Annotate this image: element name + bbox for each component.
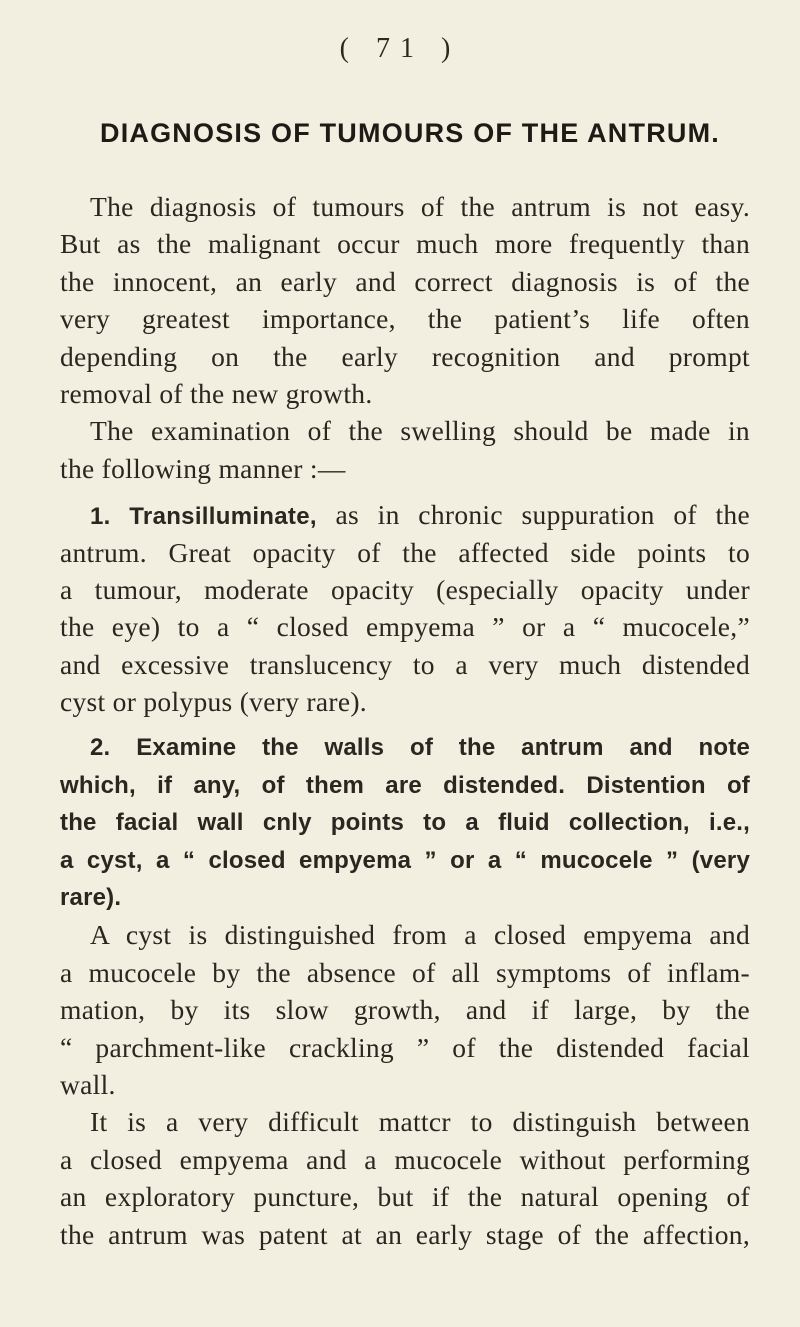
step-2-line: 2. Examine the walls of the antrum and note [90,734,750,762]
page-title: DIAGNOSIS OF TUMOURS OF THE ANTRUM. [100,118,720,148]
step-2-line: rare). [60,884,122,912]
page-number: ( 71 ) [339,33,461,64]
text-line: a tumour, moderate opacity (especially opacity under [60,573,750,605]
text-line: antrum. Great opacity of the affected side points to [60,536,750,568]
text-line: a mucocele by the absence of all symptoms of inflam- [60,956,750,988]
step-1-first-line [60,496,750,533]
body-text [60,188,750,1253]
step-2-line: a cyst, a “ closed empyema ” or a “ mucocele ” (very [60,846,750,874]
step-1-text: as in chronic suppuration of the [335,499,750,531]
text-line: A cyst is distinguished from a closed empyema and [90,919,750,951]
text-line: the eye) to a “ closed empyema ” or a “ mucocele,” [60,611,750,643]
text-line: It is a very difficult mattcr to distinguish between [90,1106,750,1138]
text-line: depending on the early recognition and prompt [60,340,750,372]
text-line: an exploratory puncture, but if the natural opening of [60,1181,750,1213]
text-line: cyst or polypus (very rare). [60,686,367,718]
text-line: “ parchment-like crackling ” of the distended facial [60,1031,750,1063]
step-1-title: Transilluminate, [129,503,317,531]
text-line: The examination of the swelling should be made in [90,415,750,447]
step-2-line: which, if any, of them are distended. Distention of [60,771,750,799]
text-line: the innocent, an early and correct diagnosis is of the [60,265,750,297]
text-line: the following manner :— [60,452,346,484]
text-line: a closed empyema and a mucocele without performing [60,1143,750,1175]
text-line: removal of the new growth. [60,377,373,409]
text-line: very greatest importance, the patient’s life often [60,303,750,335]
text-line: wall. [60,1068,116,1100]
text-line: mation, by its slow growth, and if large, by the [60,994,750,1026]
paragraph-gap [60,487,750,496]
text-line: and excessive translucency to a very much distended [60,648,750,680]
text-line: The diagnosis of tumours of the antrum is not easy. [90,191,750,222]
paragraph-gap [60,720,750,729]
text-line: the antrum was patent at an early stage of the affection, [60,1218,750,1250]
step-2-line: the facial wall cnly points to a fluid collection, i.e., [60,809,750,837]
step-1-number: 1. [90,503,111,531]
text-line: But as the malignant occur much more frequently than [60,228,750,260]
